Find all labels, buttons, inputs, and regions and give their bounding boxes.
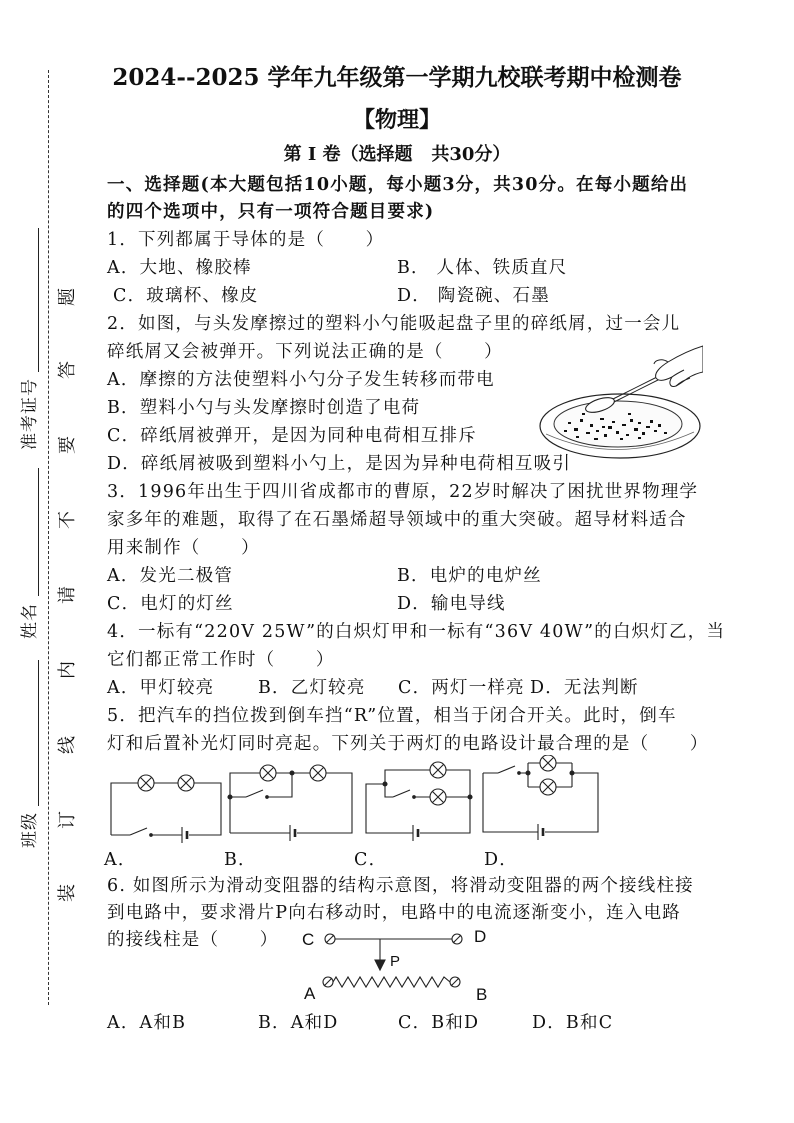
circuit-diagrams [100, 755, 610, 845]
question-stem: 4．一标有“220V 25W”的白炽灯甲和一标有“36V 40W”的白炽灯乙，当 [107, 622, 726, 642]
option-d: D．碎纸屑被吸到塑料小勺上，是因为异种电荷相互吸引 [107, 454, 572, 474]
option-c: C． [354, 850, 388, 870]
label-b: B [476, 985, 488, 1004]
wire [366, 770, 470, 833]
junction-dot [570, 771, 574, 775]
option-c: C．玻璃杯、橡皮 [113, 286, 259, 306]
switch [393, 790, 415, 798]
question-stem: 家多年的难题，取得了在石墨烯超导领域中的重大突破。超导材料适合 [107, 510, 687, 530]
circuit-a [111, 775, 221, 843]
option-b: B．A和D [258, 1013, 339, 1033]
terminal-d [452, 934, 462, 944]
lamp [310, 765, 326, 781]
seal-char: 请 [57, 586, 78, 604]
name-underline [38, 468, 39, 596]
option-b: B．乙灯较亮 [258, 678, 366, 698]
option-b: B． [224, 850, 257, 870]
option-a: A．甲灯较亮 [107, 678, 215, 698]
battery [290, 825, 295, 841]
class-underline [38, 660, 39, 806]
lamp [260, 765, 276, 781]
option-c: C．电灯的灯丝 [107, 594, 234, 614]
section-heading: 一、选择题(本大题包括10小题，每小题3分，共30分。在每小题给出 [107, 175, 689, 195]
lamp [138, 775, 154, 791]
option-d: D． [484, 850, 518, 870]
subject-title: 【物理】 [352, 107, 441, 133]
terminal-b [450, 977, 460, 987]
seal-char: 答 [57, 361, 78, 379]
question-stem: 6. 如图所示为滑动变阻器的结构示意图，将滑动变阻器的两个接线柱接 [107, 876, 694, 896]
question-stem: 碎纸屑又会被弹开。下列说法正确的是（ ） [107, 342, 503, 362]
seal-char: 内 [57, 661, 78, 679]
terminal-a [323, 977, 333, 987]
option-b: B．电炉的电炉丝 [397, 566, 542, 586]
option-b: B．塑料小勺与头发摩擦时创造了电荷 [107, 398, 421, 418]
circuit-b [228, 765, 352, 841]
lamp [430, 762, 446, 778]
lamp [540, 779, 556, 795]
option-d: D． 陶瓷碗、石墨 [397, 286, 550, 306]
question-stem: 的接线柱是（ ） [107, 930, 279, 950]
exam-number-underline [38, 228, 39, 372]
option-c: C．碎纸屑被弹开，是因为同种电荷相互排斥 [107, 426, 477, 446]
seal-char: 要 [57, 436, 78, 454]
question-stem: 3．1996年出生于四川省成都市的曹原，22岁时解决了困扰世界物理学 [107, 482, 699, 502]
wire [230, 773, 352, 833]
binding-dashed-line [48, 70, 49, 1005]
switch [130, 828, 152, 836]
seal-char: 装 [57, 884, 78, 902]
question-stem: 它们都正常工作时（ ） [107, 650, 335, 670]
hand [654, 346, 703, 386]
section-heading: 的四个选项中，只有一项符合题目要求) [107, 202, 435, 222]
question-stem: 用来制作（ ） [107, 538, 260, 558]
label-a: A [304, 984, 316, 1003]
junction-dot [290, 771, 294, 775]
battery [413, 825, 418, 841]
option-c: C．B和D [398, 1013, 480, 1033]
lamp [178, 775, 194, 791]
exam-title: 2024--2025 学年九年级第一学期九校联考期中检测卷 [112, 64, 682, 91]
option-a: A． [104, 850, 137, 870]
option-a: A．摩擦的方法使塑料小勺分子发生转移而带电 [107, 370, 495, 390]
option-b: B． 人体、铁质直尺 [397, 258, 568, 278]
label-d: D [474, 927, 487, 946]
wire [483, 763, 598, 832]
question-stem: 5．把汽车的挡位拨到倒车挡“R”位置，相当于闭合开关。此时，倒车 [107, 706, 677, 726]
resistance-wire [333, 977, 450, 987]
slider-arrowhead [375, 960, 385, 970]
junction-dot [468, 795, 472, 799]
part-title: 第 I 卷（选择题 共30分） [283, 144, 511, 165]
lamp [540, 755, 556, 771]
question-stem: 2．如图，与头发摩擦过的塑料小勺能吸起盘子里的碎纸屑，过一会儿 [107, 314, 681, 334]
junction-dot [526, 771, 530, 775]
junction-dot [383, 782, 387, 786]
label-c: C [302, 930, 315, 949]
switch [498, 766, 520, 774]
seal-char: 题 [57, 288, 78, 306]
option-a: A．大地、橡胶棒 [107, 258, 252, 278]
circuit-c [366, 762, 472, 841]
question-stem: 灯和后置补光灯同时亮起。下列关于两灯的电路设计最合理的是（ ） [107, 734, 709, 754]
switch [246, 790, 268, 798]
option-d: D．无法判断 [530, 678, 639, 698]
battery [182, 827, 187, 843]
question-stem: 1．下列都属于导体的是（ ） [107, 230, 385, 250]
seal-char: 订 [57, 811, 78, 829]
rheostat-diagram [298, 924, 498, 1008]
battery [538, 824, 543, 840]
plate-spoon-illustration [538, 342, 703, 460]
option-d: D．输电导线 [397, 594, 506, 614]
lamp [430, 789, 446, 805]
name-label: 姓名 [20, 603, 40, 639]
label-p: P [390, 953, 401, 970]
junction-dot [228, 795, 232, 799]
plate [540, 394, 700, 458]
wire [111, 783, 221, 835]
seal-char: 线 [57, 736, 78, 754]
question-stem: 到电路中，要求滑片P向右移动时，电路中的电流逐渐变小，连入电路 [107, 903, 681, 923]
option-a: A．A和B [107, 1013, 187, 1033]
circuit-d [483, 755, 598, 840]
option-c: C．两灯一样亮 [398, 678, 525, 698]
class-label: 班级 [20, 812, 40, 848]
exam-number-label: 准考证号 [20, 378, 40, 450]
seal-char: 不 [57, 511, 78, 529]
terminal-c [325, 934, 335, 944]
option-d: D．B和C [532, 1013, 614, 1033]
option-a: A．发光二极管 [107, 566, 234, 586]
